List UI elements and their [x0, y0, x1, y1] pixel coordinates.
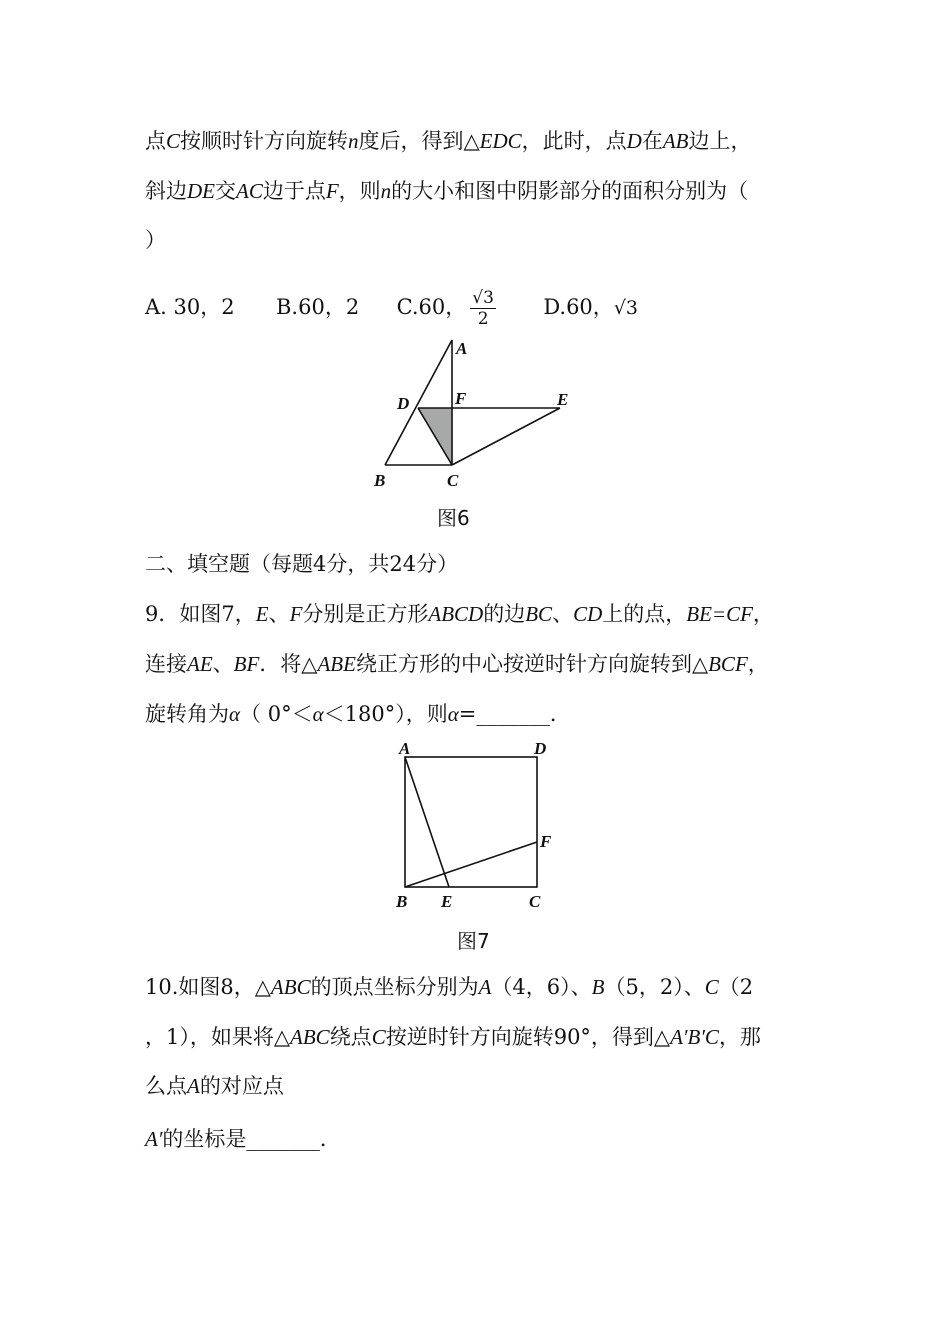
label-c: C [447, 471, 459, 490]
option-c: C.60， $\frac{√3}{2}$ [396, 288, 494, 329]
label-d: D [534, 739, 547, 758]
q9-line-1: 9．如图7，E、F分别是正方形ABCD的边BC、CD上的点，BE=CF， [145, 602, 774, 626]
shaded-triangle-dfc [418, 408, 452, 465]
option-a: A. 30，2 [145, 295, 235, 319]
q8-line-1: 点C按顺时针方向旋转n度后，得到△EDC，此时，点D在AB边上， [145, 129, 752, 153]
label-a: A [399, 739, 411, 758]
label-d: D [397, 394, 410, 413]
label-e: E [557, 390, 569, 409]
segment-ae [405, 757, 449, 887]
q10-line-1: 10.如图8，△ABC的顶点坐标分别为A（4，6）、B（5，2）、C（2 [145, 975, 754, 999]
q9-line-3: 旋转角为α（ 0°＜α＜180°），则α=_______． [145, 702, 571, 726]
section-title: 二、填空题（每题4分，共24分） [145, 552, 459, 576]
label-c: C [529, 892, 541, 911]
q10-line-4: A′的坐标是_______． [145, 1127, 341, 1151]
label-f: F [455, 389, 467, 408]
fraction-sqrt3-over-2: $\frac{√3}{2}$ [472, 288, 494, 329]
label-f: F [540, 832, 552, 851]
q8-line-2: 斜边DE交AC边于点F，则n的大小和图中阴影部分的面积分别为（ [145, 179, 749, 203]
option-b: B.60，2 [275, 295, 360, 319]
q8-options [145, 288, 638, 329]
segment-bf [405, 842, 537, 887]
label-b: B [396, 892, 408, 911]
segment-dc [418, 408, 452, 465]
label-b: B [374, 471, 386, 490]
figure-7-caption: 图7 [457, 929, 490, 953]
segment-ab [385, 340, 452, 465]
q9-line-2: 连接AE、BF．将△ABE绕正方形的中心按逆时针方向旋转到△BCF， [145, 652, 769, 676]
label-e: E [441, 892, 453, 911]
label-a: A [456, 339, 468, 358]
q10-line-2: ，1），如果将△ABC绕点C按逆时针方向旋转90°，得到△A′B′C，那 [145, 1025, 761, 1049]
q10-line-3: 么点A的对应点 [145, 1074, 284, 1098]
q8-line-3: ） [145, 228, 166, 252]
segment-ec [452, 408, 560, 465]
option-d: D.60，√3 [543, 295, 639, 319]
square-abcd [405, 757, 537, 887]
figure-6-caption: 图6 [437, 506, 470, 530]
